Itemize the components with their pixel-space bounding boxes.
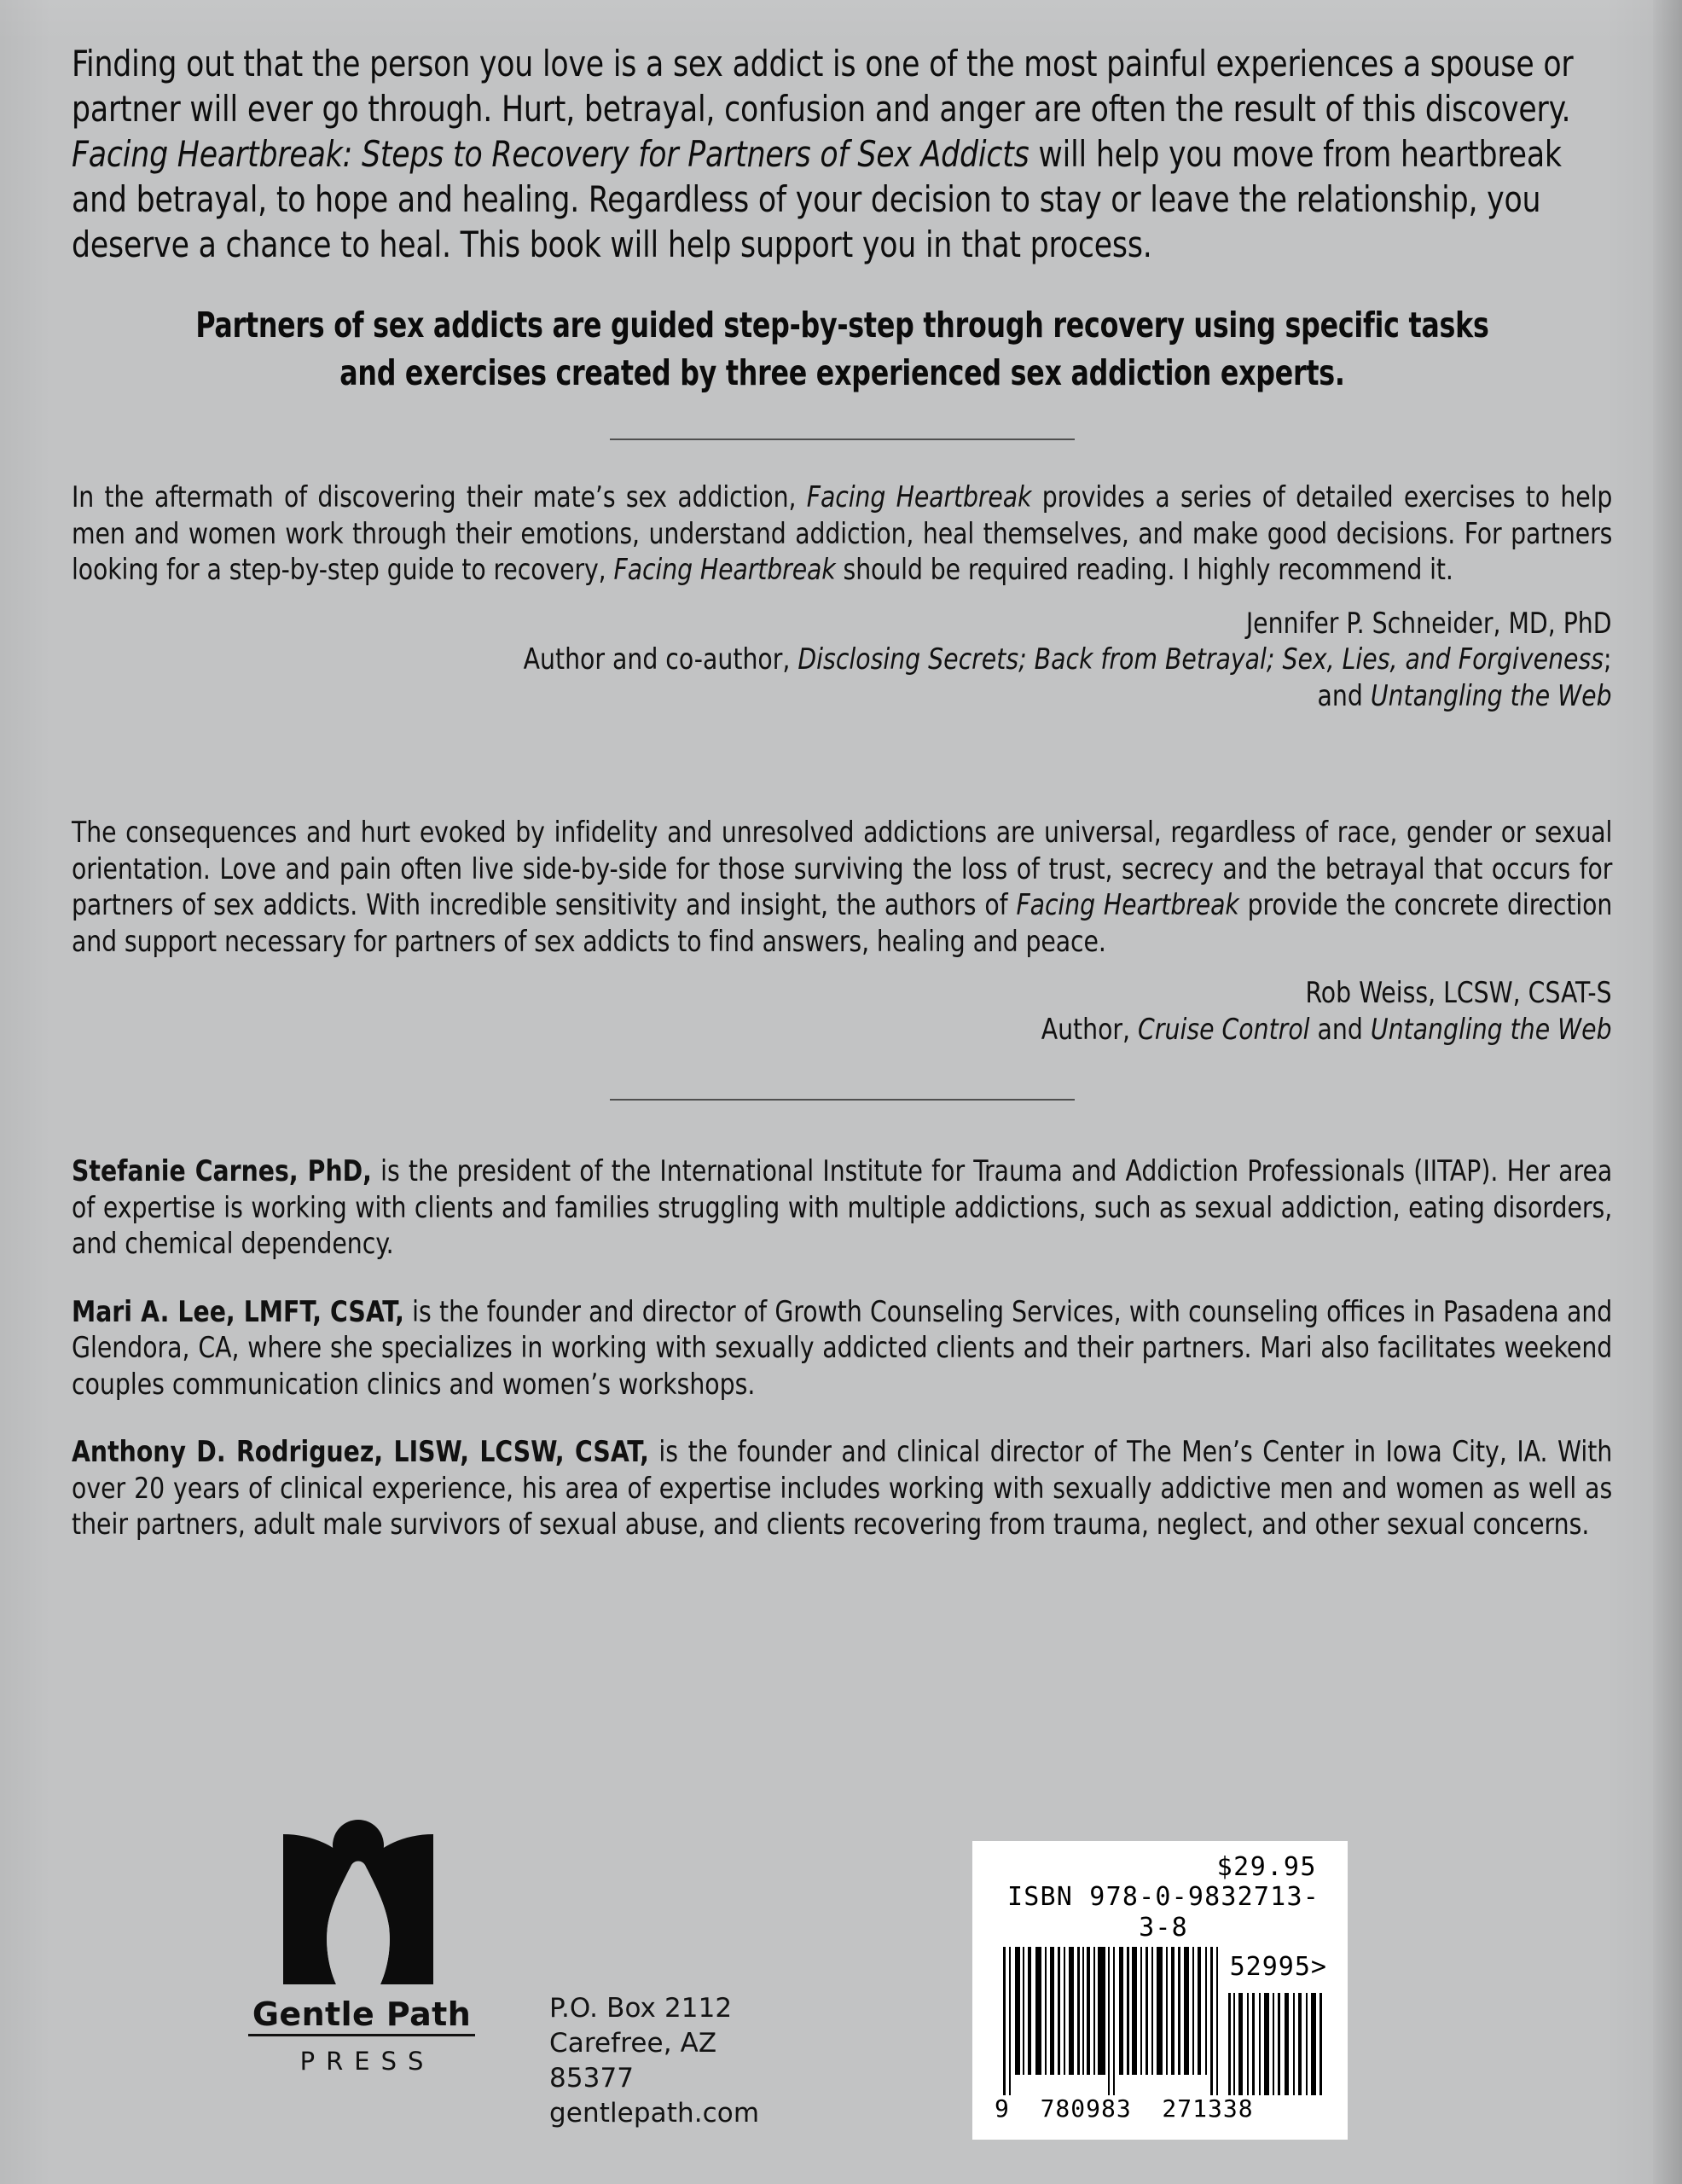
publisher-address	[549, 1991, 759, 2131]
ean13-barcode-icon	[1001, 1947, 1225, 2095]
attrib1-line2-post: ;	[1604, 642, 1612, 676]
blurb1-part1: In the aftermath of discovering their mate’s sex addiction,	[72, 480, 807, 514]
attrib1-line3-title: Untangling the Web	[1371, 678, 1612, 712]
endorsement-text-2	[72, 815, 1612, 960]
ean-number-label: 9 780983 271338	[995, 2094, 1254, 2123]
endorsement-text-1	[72, 440, 1612, 589]
address-line-1: P.O. Box 2112	[549, 1993, 733, 2024]
attrib2-title1: Cruise Control	[1138, 1012, 1310, 1046]
publisher-press-label: PRESS	[299, 2047, 435, 2076]
author-bio-text-1: is the president of the International Institute for Trauma and Addiction Professionals (IITAP). Her area of expertise is working with clients and families struggling with multiple addictions, such as sexual addiction, eating disorders, and chemical dependency.	[72, 1154, 1613, 1260]
author-bio-2	[72, 1294, 1612, 1403]
attrib2-title2: Untangling the Web	[1371, 1012, 1612, 1046]
attrib1-line3-pre: and	[1317, 678, 1372, 712]
address-line-2: Carefree, AZ 85377	[549, 2028, 717, 2094]
tagline	[73, 267, 1610, 397]
divider-rule-bottom	[610, 1099, 1075, 1101]
endorsement-block-2	[72, 714, 1612, 1048]
blurb2-part1: The consequences and hurt evoked by infidelity and unresolved addictions are universal, regardless of race, gender or sexual orientation. Love and pain often live side-by-side for those surviving the loss of trust, secrecy and the betrayal that occurs for partners of sex addicts. With incredible sensitivity and insight, the authors of	[72, 816, 1613, 921]
blurb2-part2: provide the concrete direction and support necessary for partners of sex addicts to find answers, healing and peace.	[72, 888, 1613, 958]
intro-book-title: Facing Heartbreak: Steps to Recovery for Partners of Sex Addicts	[72, 133, 1030, 175]
cover-footer	[72, 1815, 1612, 2174]
blurb1-title1: Facing Heartbreak	[806, 480, 1032, 514]
blurb2-title1: Facing Heartbreak	[1016, 888, 1239, 921]
publisher-name: Gentle Path	[252, 1995, 472, 2033]
author-bio-text-2: is the founder and director of Growth Counseling Services, with counseling offices in Pasadena and Glendora, CA, where she specializes in working with sexually addicted clients and their partners. Mari also facilitates weekend couples communication clinics and women’s workshops.	[72, 1294, 1613, 1401]
blurb1-part2: provides a series of detailed exercises to help men and women work through their emotions, understand addiction, heal themselves, and make good decisions. For partners looking for a step-by-step guide to recovery,	[72, 480, 1613, 586]
author-name-1: Stefanie Carnes, PhD,	[72, 1154, 372, 1188]
barcode-addon-number: 52995>	[1229, 1952, 1327, 1982]
cover-content	[72, 0, 1612, 2184]
attrib1-line2-pre: Author and co-author,	[524, 642, 798, 676]
endorsement-attribution-2	[72, 960, 1612, 1048]
author-name-3: Anthony D. Rodriguez, LISW, LCSW, CSAT,	[72, 1435, 649, 1468]
publisher-logo-text	[208, 1996, 515, 2076]
intro-text-part2: will help you move from heartbreak and betrayal, to hope and healing. Regardless of your decision to stay or leave the relationship, you deserve a chance to heal. This book will help support you in that process.	[72, 133, 1562, 265]
intro-text-part1: Finding out that the person you love is a sex addict is one of the most painful experiences a spouse or partner will ever go through. Hurt, betrayal, confusion and anger are often the result of this discovery.	[72, 43, 1574, 130]
author-bios	[72, 1101, 1612, 1543]
author-bio-text-3: is the founder and clinical director of The Men’s Center in Iowa City, IA. With over 20 years of clinical experience, his area of expertise includes working with sexually addictive men and women as well as their partners, adult male survivors of sexual abuse, and clients recovering from trauma, neglect, and other sexual concerns.	[72, 1435, 1613, 1541]
attrib2-line2-pre: Author,	[1041, 1012, 1139, 1046]
isbn-label: ISBN 978-0-9832713-3-8	[1007, 1882, 1320, 1943]
price-label: $29.95	[1216, 1852, 1317, 1882]
gentle-path-logo-icon	[278, 1815, 438, 1986]
author-name-2: Mari A. Lee, LMFT, CSAT,	[72, 1294, 404, 1328]
tagline-line-1: Partners of sex addicts are guided step-by-step through recovery using specific tasks	[194, 305, 1489, 346]
publisher-website: gentlepath.com	[549, 2098, 760, 2129]
endorsement-block-1	[72, 440, 1612, 714]
endorsement-attribution-1	[72, 589, 1612, 715]
publisher-block	[200, 1815, 760, 2157]
blurb1-part3: should be required reading. I highly recommend it.	[835, 553, 1453, 586]
isbn-barcode-block	[972, 1841, 1348, 2140]
barcode-graphic-area	[988, 1947, 1332, 2126]
ean5-addon-barcode-icon	[1227, 1993, 1327, 2095]
author-bio-1	[72, 1153, 1612, 1263]
attrib2-name: Rob Weiss, LCSW, CSAT-S	[1305, 976, 1612, 1009]
attrib2-mid: and	[1309, 1012, 1372, 1046]
tagline-line-2: and exercises created by three experienced sex addiction experts.	[339, 352, 1345, 393]
publisher-name-underline	[248, 2034, 475, 2036]
attrib1-line2-titles: Disclosing Secrets; Back from Betrayal; Sex, Lies, and Forgiveness	[798, 642, 1604, 676]
attrib1-name: Jennifer P. Schneider, MD, PhD	[1246, 606, 1612, 640]
blurb1-title2: Facing Heartbreak	[613, 553, 836, 586]
author-bio-3	[72, 1434, 1612, 1543]
intro-paragraph	[72, 0, 1612, 267]
